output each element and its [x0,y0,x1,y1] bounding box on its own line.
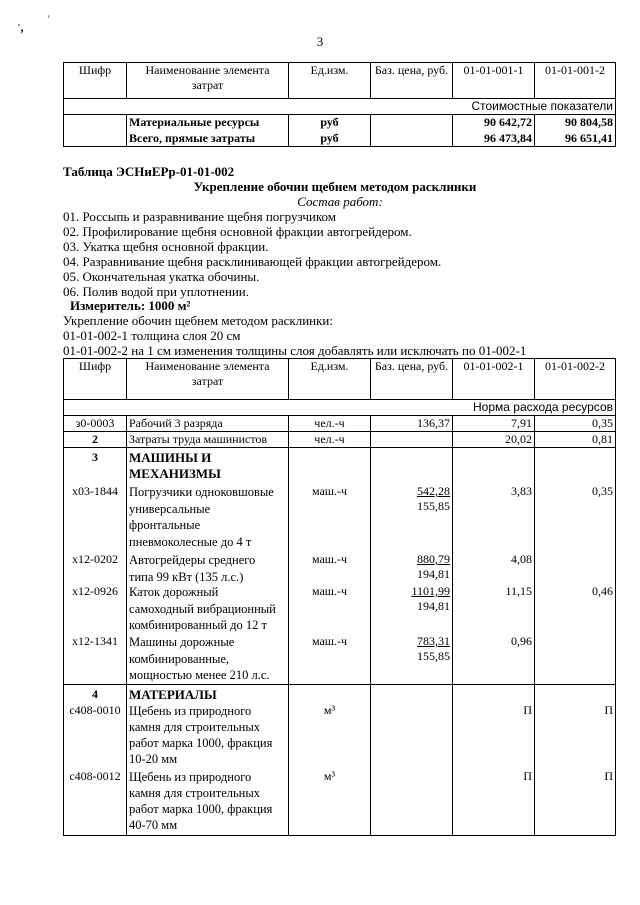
resources-table [63,358,616,836]
table-title: Таблица ЭСНиЕРр-01-01-002 [63,164,235,179]
machine-value-1: 11,15 [505,584,532,598]
material-name: камня для строительных [129,786,261,800]
driver-price: 155,85 [417,499,450,513]
material-name: Щебень из природного [129,704,252,718]
table-row [64,131,616,147]
page-number: 3 [316,34,324,49]
material-value-1: П [523,769,532,783]
machine-code: х12-0202 [72,552,118,566]
machine-name: Машины дорожные [129,635,235,649]
row-value-2: 90 804,58 [535,115,616,131]
material-code: с408-0012 [69,769,121,783]
header-code: Шифр [64,359,127,400]
header-price: Баз. цена, руб. [371,359,453,400]
machine-name: комбинированные, [129,651,230,666]
work-step: 04. Разравнивание щебня расклинивающей фракции автогрейдером. [63,254,442,269]
subheader: Стоимостные показатели [64,99,616,115]
machine-name: фронтальные [129,518,201,532]
subheader: Норма расхода ресурсов [64,400,616,416]
section-code: 4 [92,687,98,701]
description-line: Укрепление обочин щебнем методом расклинки: [63,313,333,328]
machine-code: х12-1341 [72,634,118,648]
work-step: 01. Россыпь и разравнивание щебня погрузчиком [63,209,336,224]
row-value-2: 0,81 [535,432,616,448]
machine-value-2 [537,552,613,584]
section-name: МЕХАНИЗМЫ [129,466,221,481]
material-name: камня для строительных [129,720,261,734]
machine-name: комбинированный до 12 т [129,618,267,632]
machine-name: самоходный вибрационный [129,601,276,616]
machine-name: универсальные [129,501,211,516]
section-name: МАТЕРИАЛЫ [129,687,217,702]
section-title: Укрепление обочин щебнем методом расклинки [193,179,477,194]
machine-price: 783,31 [417,634,450,648]
header-col2: 01-01-001-2 [535,63,616,99]
row-unit: руб [289,115,371,131]
machines-section [64,448,616,685]
section-name: МАШИНЫ И [129,450,212,465]
machine-unit: маш.-ч [311,484,348,498]
table-row [64,432,616,448]
row-value-1: 96 473,84 [453,131,535,147]
machine-unit: маш.-ч [311,634,348,648]
material-value-2: П [604,703,613,717]
section-code: 3 [92,450,98,464]
machine-unit: маш.-ч [311,584,348,598]
row-value-1: 20,02 [453,432,535,448]
material-value-1: П [523,703,532,717]
machine-unit: маш.-ч [311,552,348,566]
row-name: Материальные ресурсы [127,115,289,131]
header-price: Баз. цена, руб. [371,63,453,99]
work-step: 06. Полив водой при уплотнении. [63,284,250,299]
header-unit: Ед.изм. [289,359,371,400]
row-code: 2 [64,432,127,448]
material-unit: м³ [323,703,336,717]
scan-mark: ', [18,18,24,35]
machine-name: Каток дорожный [129,585,219,599]
description-line: 01-01-002-2 на 1 см изменения толщины слоя добавлять или исключать по 01-002-1 [63,343,527,358]
materials-section [64,685,616,836]
material-code: с408-0010 [69,703,121,717]
row-value-2: 96 651,41 [535,131,616,147]
header-col2: 01-01-002-2 [535,359,616,400]
machine-code: х03-1844 [72,484,118,498]
work-step: 02. Профилирование щебня основной фракции автогрейдером. [63,224,412,239]
machine-value-1: 0,96 [511,634,532,648]
material-name: работ марка 1000, фракция [129,736,273,750]
machine-price: 880,79 [417,552,450,566]
machine-name: мощностью менее 210 л.с. [129,668,270,682]
machine-value-2: 0,35 [592,484,613,498]
row-name: Затраты труда машинистов [127,432,289,448]
row-code: з0-0003 [64,416,127,432]
material-name: Щебень из природного [129,770,252,784]
row-unit: руб [289,131,371,147]
material-name: 10-20 мм [129,752,178,766]
machine-value-2 [537,634,613,684]
row-unit: чел.-ч [289,416,371,432]
composition-label: Состав работ: [297,194,383,209]
row-value-1: 90 642,72 [453,115,535,131]
machine-name: пневмоколесные до 4 т [129,534,252,549]
driver-price: 194,81 [417,599,450,613]
driver-price: 194,81 [417,567,450,581]
row-name: Всего, прямые затраты [127,131,289,147]
work-step: 05. Окончательная укатка обочины. [63,269,260,284]
cost-table [63,62,616,147]
machine-value-1: 3,83 [511,484,532,498]
header-col1: 01-01-002-1 [453,359,535,400]
work-step: 03. Укатка щебня основной фракции. [63,239,269,254]
machine-code: х12-0926 [72,584,118,598]
machine-name: Автогрейдеры среднего [129,553,256,567]
row-price [371,432,453,448]
table-row [64,115,616,131]
row-value-1: 7,91 [453,416,535,432]
machine-name: типа 99 кВт (135 л.с.) [129,569,244,584]
material-name: работ марка 1000, фракция [129,802,273,816]
header-unit: Ед.изм. [289,63,371,99]
machine-value-2: 0,46 [592,584,613,598]
material-name: 40-70 мм [129,818,178,832]
header-name: Наименование элемента затрат [127,359,289,400]
header-code: Шифр [64,63,127,99]
row-price: 136,37 [371,416,453,432]
header-name: Наименование элемента затрат [127,63,289,99]
table-row [64,416,616,432]
machine-price: 1101,99 [411,584,450,598]
row-name: Рабочий 3 разряда [127,416,289,432]
machine-value-1: 4,08 [511,552,532,566]
row-value-2: 0,35 [535,416,616,432]
row-unit: чел.-ч [289,432,371,448]
scan-mark-2: ' [48,14,50,24]
material-unit: м³ [323,769,336,783]
machine-price: 542,28 [417,484,450,498]
description-line: 01-01-002-1 толщина слоя 20 см [63,328,241,343]
header-col1: 01-01-001-1 [453,63,535,99]
material-value-2: П [604,769,613,783]
machine-name: Погрузчики одноковшовые [129,485,274,499]
meter: Измеритель: 1000 м² [70,298,191,313]
driver-price: 155,85 [417,649,450,663]
